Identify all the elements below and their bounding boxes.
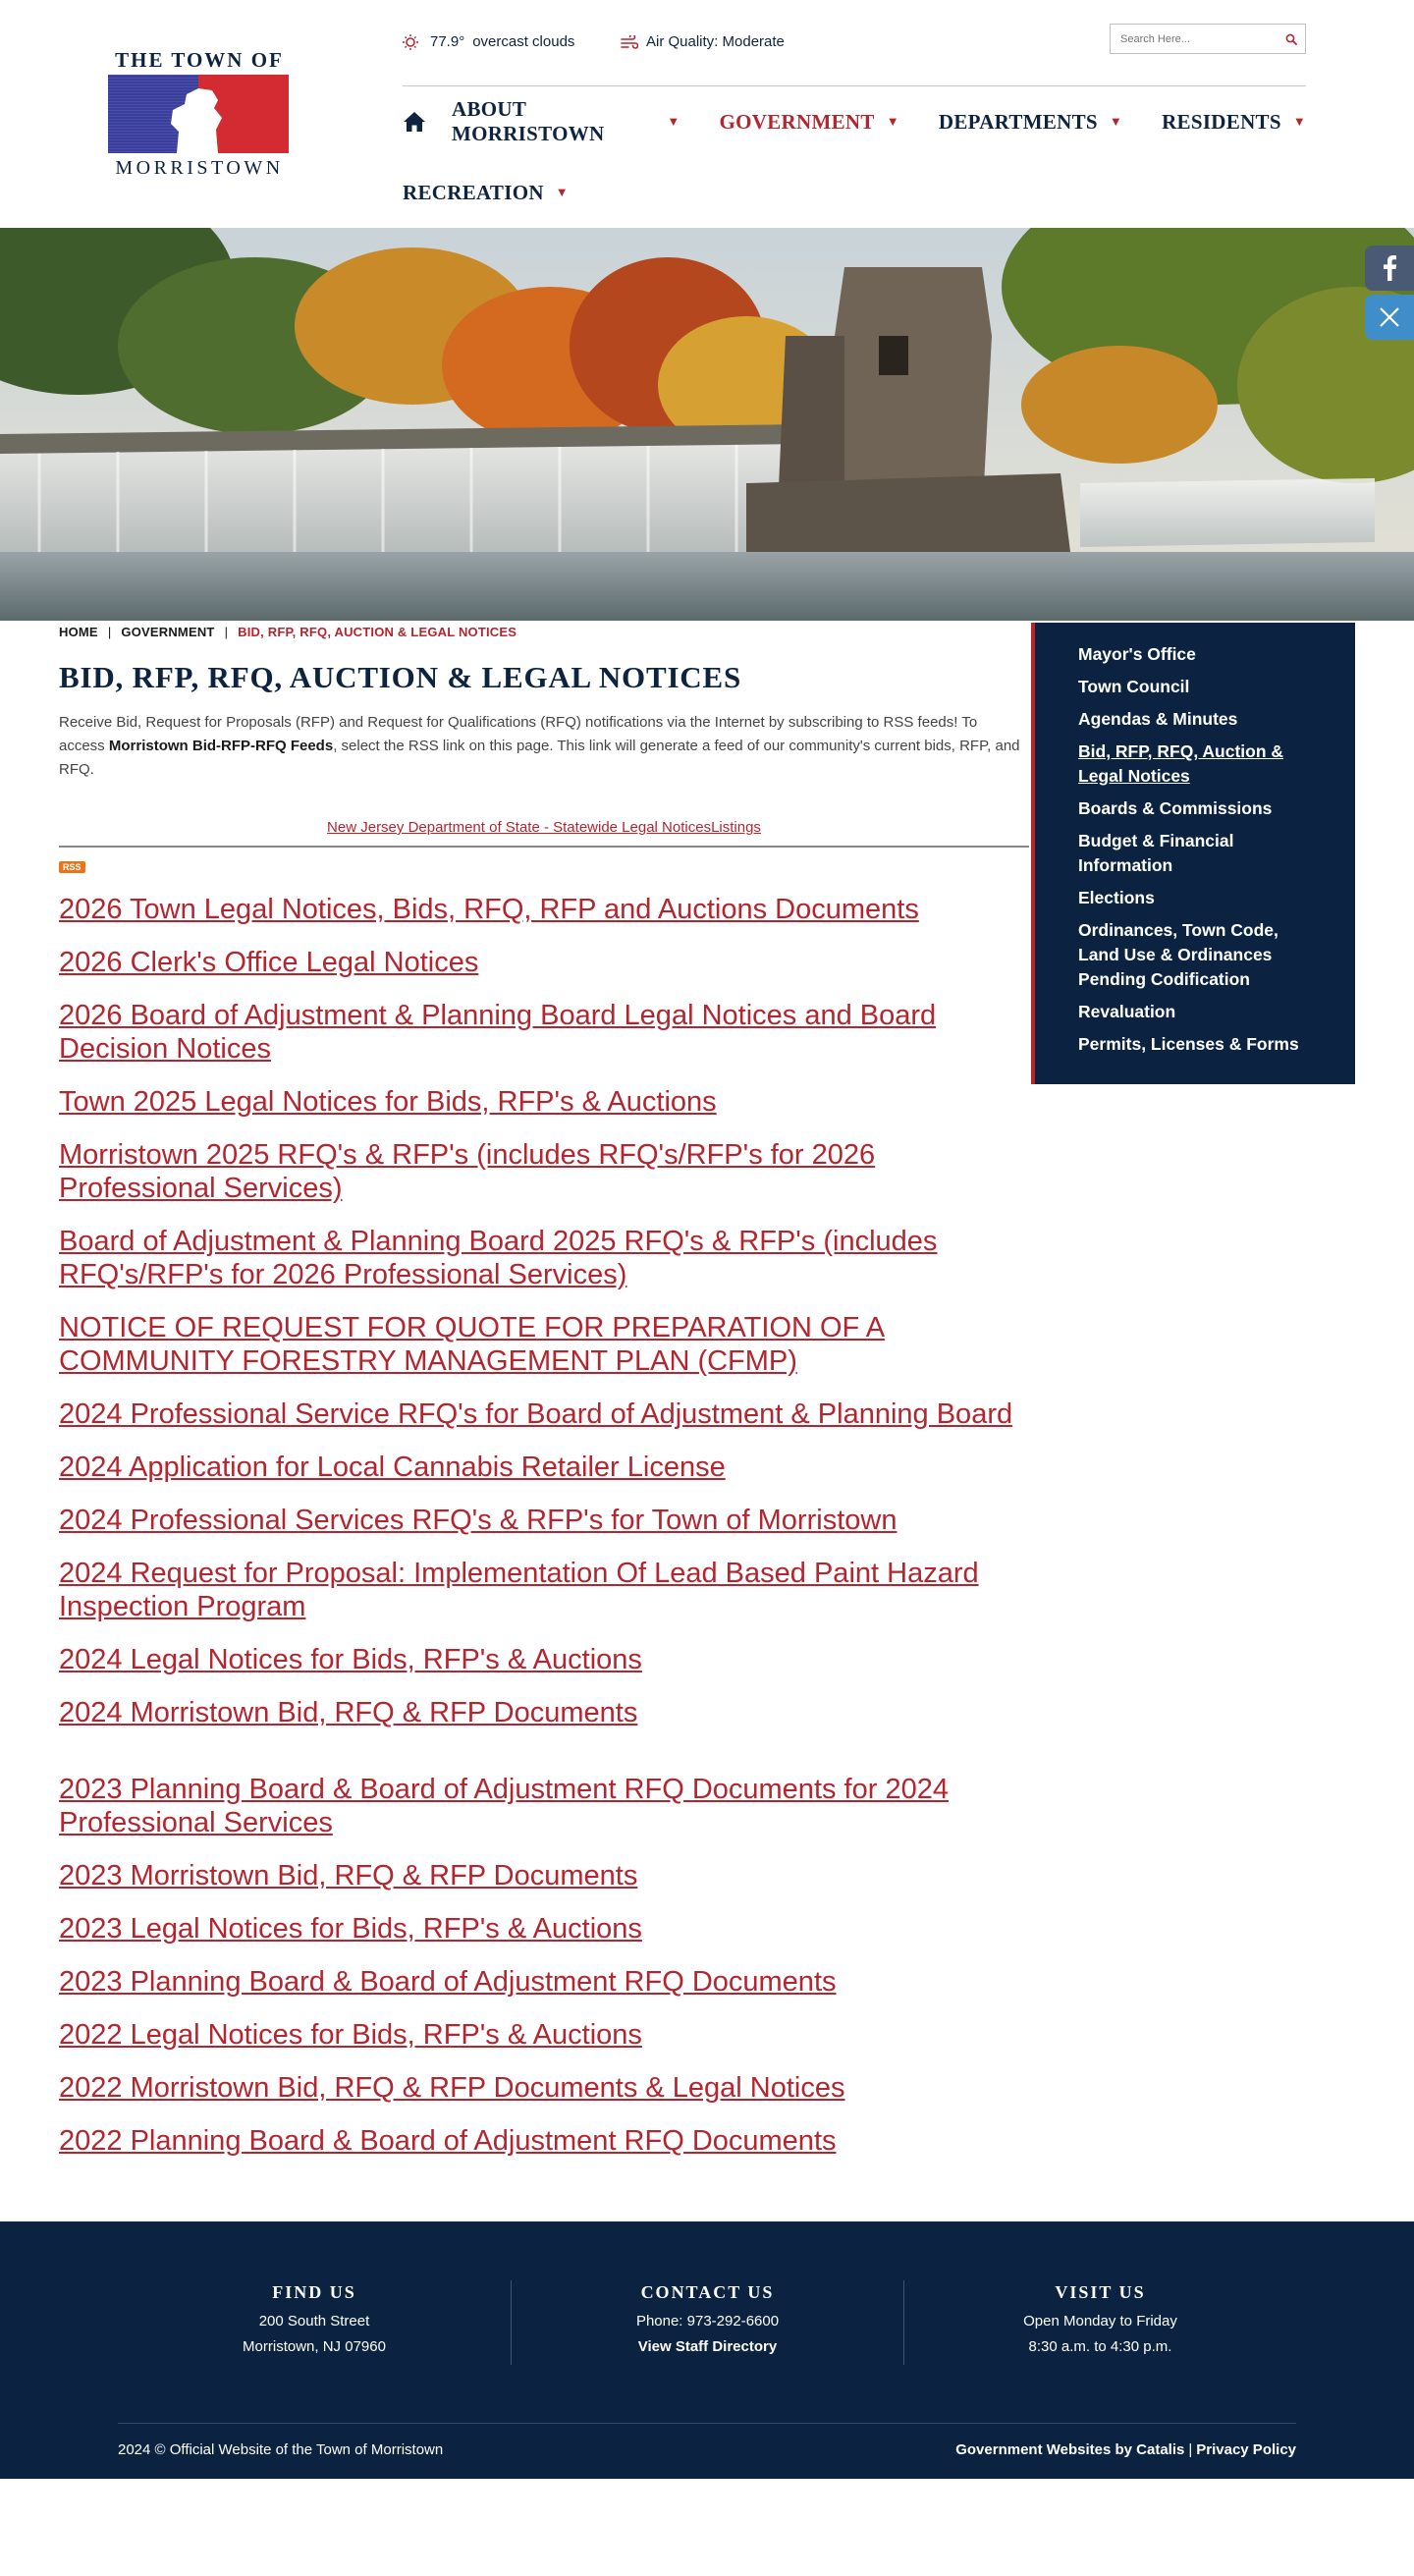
weather-desc: overcast clouds	[472, 33, 575, 50]
document-link[interactable]: 2024 Professional Service RFQ's for Board of Adjustment & Planning Board	[59, 1398, 1013, 1430]
intro-text-b: , select the RSS link on this page. This link will generate a feed of our community's current bids, RFP, and RFQ.	[59, 738, 1020, 778]
breadcrumb-separator: |	[224, 625, 229, 639]
document-link[interactable]: 2026 Town Legal Notices, Bids, RFQ, RFP and Auctions Documents	[59, 894, 919, 925]
sidebar-item-town-council[interactable]: Town Council	[1078, 677, 1190, 696]
footer-heading: VISIT US	[1055, 2282, 1146, 2302]
document-link[interactable]: 2022 Legal Notices for Bids, RFP's & Auctions	[59, 2019, 642, 2051]
document-link[interactable]: 2023 Morristown Bid, RFQ & RFP Documents	[59, 1860, 638, 1891]
document-list	[59, 893, 1029, 2158]
copyright-text: 2024 © Official Website of the Town of Morristown	[118, 2441, 444, 2458]
footer-heading: CONTACT US	[640, 2282, 775, 2302]
search-button[interactable]	[1278, 25, 1305, 53]
breadcrumb-government[interactable]: GOVERNMENT	[121, 625, 215, 639]
nav-row-2	[403, 173, 1306, 212]
sidebar-item-mayors-office[interactable]: Mayor's Office	[1078, 644, 1196, 664]
intro-text-bold: Morristown Bid-RFP-RFQ Feeds	[108, 738, 334, 754]
footer-columns	[118, 2280, 1296, 2365]
hours-line-1: Open Monday to Friday	[1023, 2313, 1177, 2329]
search-icon	[1285, 33, 1297, 45]
document-link[interactable]: Board of Adjustment & Planning Board 2025 RFQ's & RFP's (includes RFQ's/RFP's for 2026 Professional Services)	[59, 1226, 938, 1290]
search-input[interactable]	[1111, 25, 1278, 53]
weather-widget	[403, 33, 574, 50]
page-title: BID, RFP, RFQ, AUCTION & LEGAL NOTICES	[59, 660, 742, 694]
x-twitter-icon	[1379, 306, 1400, 328]
sidebar-item-permits[interactable]: Permits, Licenses & Forms	[1078, 1034, 1299, 1054]
document-link[interactable]: 2023 Planning Board & Board of Adjustment RFQ Documents for 2024 Professional Services	[59, 1774, 949, 1838]
air-quality-widget	[621, 33, 785, 50]
site-header	[0, 0, 1414, 228]
nav-label: ABOUT MORRISTOWN	[452, 97, 605, 145]
document-link[interactable]: 2024 Application for Local Cannabis Retailer License	[59, 1452, 726, 1483]
weather-icon	[403, 34, 422, 50]
sidebar-item-agendas-minutes[interactable]: Agendas & Minutes	[1078, 709, 1238, 729]
footer-divider	[118, 2423, 1296, 2424]
logo-text-top: THE TOWN OF	[115, 48, 284, 72]
address-line-2: Morristown, NJ 07960	[243, 2338, 386, 2355]
nav-residents[interactable]	[1162, 110, 1306, 135]
footer-link-separator: |	[1188, 2441, 1193, 2458]
caret-down-icon: ▼	[886, 114, 899, 129]
utility-bar	[403, 24, 1306, 86]
footer-contact-us	[511, 2280, 903, 2365]
weather-temp: 77.9°	[430, 33, 465, 50]
document-link[interactable]: 2022 Morristown Bid, RFQ & RFP Documents & Legal Notices	[59, 2072, 845, 2104]
waterfall-scene-image	[0, 228, 1414, 621]
nav-recreation[interactable]	[403, 181, 569, 205]
sidebar-item-budget[interactable]: Budget & Financial Information	[1078, 831, 1234, 875]
facebook-icon	[1382, 255, 1397, 281]
caret-down-icon: ▼	[667, 114, 680, 129]
caret-down-icon: ▼	[1292, 114, 1306, 129]
document-link[interactable]: 2024 Legal Notices for Bids, RFP's & Auctions	[59, 1644, 642, 1675]
home-icon	[403, 111, 426, 133]
address-line-1: 200 South Street	[258, 2313, 370, 2329]
breadcrumb	[59, 625, 517, 639]
nav-row-1	[403, 97, 1306, 145]
nav-government[interactable]	[720, 110, 899, 135]
sidebar-item-revaluation[interactable]: Revaluation	[1078, 1002, 1176, 1021]
nav-departments[interactable]	[939, 110, 1122, 135]
x-share-button[interactable]	[1365, 295, 1414, 340]
staff-directory-link[interactable]: View Staff Directory	[637, 2338, 778, 2355]
sidebar-item-boards-commissions[interactable]: Boards & Commissions	[1078, 798, 1273, 818]
caret-down-icon: ▼	[555, 185, 569, 199]
home-link[interactable]	[403, 110, 426, 134]
search-box	[1110, 24, 1306, 54]
document-link[interactable]: Town 2025 Legal Notices for Bids, RFP's & Auctions	[59, 1086, 717, 1118]
privacy-policy-link[interactable]: Privacy Policy	[1196, 2441, 1296, 2458]
town-logo[interactable]	[108, 47, 291, 185]
document-link[interactable]: 2024 Request for Proposal: Implementation Of Lead Based Paint Hazard Inspection Program	[59, 1558, 979, 1622]
document-link[interactable]: Morristown 2025 RFQ's & RFP's (includes RFQ's/RFP's for 2026 Professional Services)	[59, 1139, 876, 1204]
hero-banner-image	[0, 228, 1414, 621]
document-link[interactable]: 2023 Planning Board & Board of Adjustment RFQ Documents	[59, 1966, 837, 1998]
document-link[interactable]: 2024 Morristown Bid, RFQ & RFP Documents	[59, 1697, 638, 1728]
document-link[interactable]: 2026 Board of Adjustment & Planning Board Legal Notices and Board Decision Notices	[59, 1000, 937, 1065]
logo-text-bottom: MORRISTOWN	[115, 157, 284, 179]
main-navigation	[403, 97, 1306, 212]
footer-links	[955, 2441, 1296, 2458]
sidebar-item-bid-rfp[interactable]: Bid, RFP, RFQ, Auction & Legal Notices	[1078, 741, 1284, 786]
divider	[59, 846, 1029, 848]
breadcrumb-home[interactable]: HOME	[59, 625, 98, 639]
footer-heading: FIND US	[272, 2282, 356, 2302]
wind-icon	[621, 35, 638, 49]
vendor-credit-link[interactable]: Government Websites by Catalis	[955, 2441, 1185, 2458]
footer-visit-us	[903, 2280, 1296, 2365]
phone-number[interactable]: Phone: 973-292-6600	[635, 2313, 780, 2329]
nav-label: GOVERNMENT	[719, 109, 875, 134]
section-sidebar-menu	[1031, 623, 1355, 1084]
intro-paragraph	[59, 711, 1021, 782]
document-link[interactable]: 2026 Clerk's Office Legal Notices	[59, 947, 479, 978]
caret-down-icon: ▼	[1109, 114, 1123, 129]
nav-label: RESIDENTS	[1162, 109, 1281, 134]
intro-text-a: Receive Bid, Request for Proposals (RFP) and Request for Qualifications (RFQ) notifications via the Internet by subscribing to RSS feeds! To access	[59, 714, 978, 754]
main-content	[59, 660, 1029, 2177]
hours-line-2: 8:30 a.m. to 4:30 p.m.	[1028, 2338, 1172, 2355]
statewide-legal-notices-link[interactable]: New Jersey Department of State - Statewide Legal NoticesListings	[327, 819, 761, 836]
document-link[interactable]: 2024 Professional Services RFQ's & RFP's for Town of Morristown	[59, 1505, 897, 1536]
sidebar-item-ordinances[interactable]: Ordinances, Town Code, Land Use & Ordinances Pending Codification	[1078, 920, 1278, 989]
breadcrumb-current: BID, RFP, RFQ, AUCTION & LEGAL NOTICES	[238, 625, 517, 639]
sidebar-item-elections[interactable]: Elections	[1078, 888, 1155, 907]
nav-label: DEPARTMENTS	[938, 109, 1098, 134]
breadcrumb-separator: |	[107, 625, 112, 639]
site-footer	[0, 2221, 1414, 2479]
document-link[interactable]: 2022 Planning Board & Board of Adjustment RFQ Documents	[59, 2125, 837, 2157]
facebook-share-button[interactable]	[1365, 246, 1414, 291]
rss-feed-button[interactable]: RSS	[59, 861, 85, 873]
air-quality-text: Air Quality: Moderate	[646, 33, 785, 50]
footer-find-us	[118, 2280, 511, 2365]
nav-about-morristown[interactable]	[452, 97, 680, 146]
nav-label: RECREATION	[403, 180, 544, 204]
document-link[interactable]: NOTICE OF REQUEST FOR QUOTE FOR PREPARATION OF A COMMUNITY FORESTRY MANAGEMENT PLAN (CFMP)	[59, 1312, 886, 1377]
logo-emblem-icon	[108, 75, 289, 153]
document-link[interactable]: 2023 Legal Notices for Bids, RFP's & Auctions	[59, 1913, 642, 1945]
